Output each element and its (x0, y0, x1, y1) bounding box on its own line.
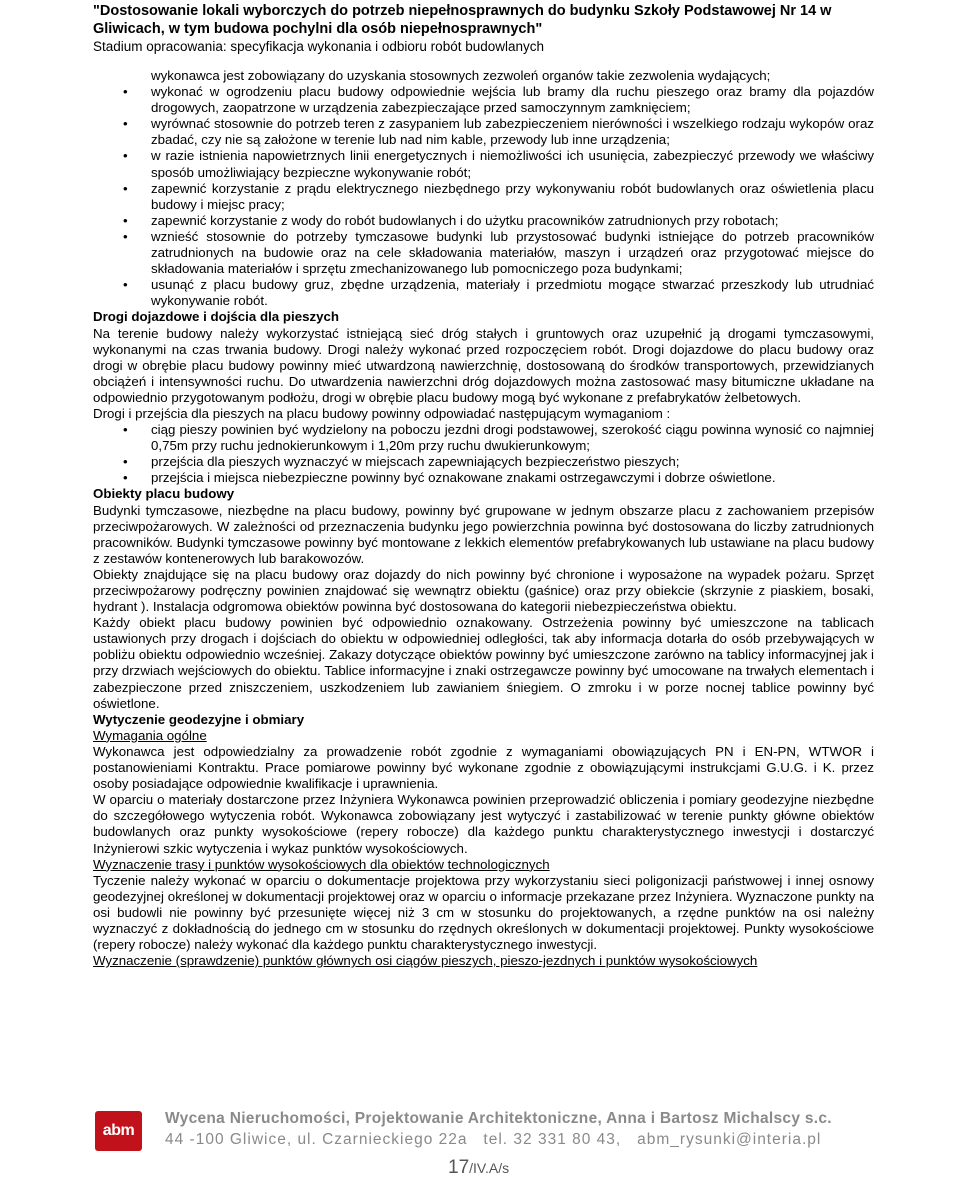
list-item-text: zapewnić korzystanie z wody do robót budowlanych i do użytku pracowników zatrudnionych przy robotach; (151, 212, 779, 228)
list-item (93, 422, 874, 454)
site-objects-paragraph-1: Budynki tymczasowe, niezbędne na placu budowy, powinny być grupowane w jednym obszarze placu z zachowaniem przepisów przeciwpożarowych. W zależności od przeznaczenia budynku jego powierzchnia powinna być dostosowana do liczby zatrudnionych pracowników. Budynki tymczasowe powinny być montowane z lekkich elementów prefabrykowanych lub ustawiane na placu budowy z zestawów kontenerowych lub barakowozów. (93, 502, 874, 566)
page-number-value: 17 (448, 1157, 470, 1178)
subheading-route-marking: Wyznaczenie trasy i punktów wysokościowych dla obiektów technologicznych (93, 856, 550, 872)
bullet-icon: • (123, 180, 128, 196)
subheading-main-points: Wyznaczenie (sprawdzenie) punktów głównych osi ciągów pieszych, pieszo-jezdnych i punktów wysokościowych (93, 953, 758, 969)
document-footer (95, 1107, 877, 1151)
list-item (93, 470, 874, 486)
document-body (93, 68, 874, 969)
bullet-icon: • (123, 277, 128, 293)
subheading-general-requirements: Wymagania ogólne (93, 727, 207, 743)
list-item-text: wznieść stosownie do potrzeby tymczasowe budynki lub przystosować budynki istniejące do potrzeb pracowników zatrudnionych na budowie oraz na cele składowania materiałów, maszyn i urządzeń oraz przygotować miejsce do składowania materiałów i sprzętu zmechanizowanego lub pomocniczego poza budynkami; (151, 228, 874, 277)
site-objects-paragraph-3: Każdy obiekt placu budowy powinien być odpowiednio oznakowany. Ostrzeżenia powinny być umieszczone na tablicach ustawionych przy drogach i dojściach do obiektu w odpowiedniej odległości, tak aby informacja dotarła do osób przebywających w pobliżu obiektu odpowiednio wcześniej. Zakazy dotyczące obiektów powinny być umieszczone zarówno na tablicy informacyjnej jak i przy drzwiach wejściowych do obiektu. Tablice informacyjne i znaki ostrzegawcze powinny być umocowane na trwałych elementach i zabezpieczone przed zniszczeniem, uszkodzeniem lub zawianiem śniegiem. O zmroku i w porze nocnej tablice powinny być oświetlone. (93, 615, 874, 711)
section-heading-surveying: Wytyczenie geodezyjne i obmiary (93, 711, 305, 727)
list-item (93, 454, 874, 470)
surveying-paragraph-1: Wykonawca jest odpowiedzialny za prowadzenie robót zgodnie z wymaganiami obowiązujących PN i EN-PN, WTWOR i postanowieniami Kontraktu. Prace pomiarowe powinny być wykonane zgodnie z obowiązującymi instrukcjami G.U.G. i K. przez osoby posiadające odpowiednie kwalifikacje i uprawnienia. (93, 743, 874, 792)
surveying-paragraph-3: Tyczenie należy wykonać w oparciu o dokumentacje projektowa przy wykorzystaniu sieci poligonizacji państwowej i innej osnowy geodezyjnej określonej w dokumentacji projektowej oraz w oparciu o informacje przekazane przez Inżyniera. Wyznaczone punkty na osi budowli nie powinny być przesunięte więcej niż 3 cm w stosunku do projektowanych, a rzędne punktów na osi należny wyznaczyć z dokładnością do jednego cm w stosunku do rzędnych określonych w dokumentacji projektowej. Punkty wysokościowe (repery robocze) należy wykonać dla każdego punktu charakterystycznego inwestycji. (93, 872, 874, 953)
section-heading-site-objects: Obiekty placu budowy (93, 486, 235, 502)
list-item (93, 181, 874, 213)
list-item-text: wyrównać stosownie do potrzeb teren z zasypaniem lub zabezpieczeniem nierówności i wszelkiego rodzaju wykopów oraz zbadać, czy nie są założone w terenie lub nad nim kable, przewody lub inne urządzenia; (151, 116, 874, 148)
bullet-icon: • (123, 454, 128, 470)
header-title-line-1: "Dostosowanie lokali wyborczych do potrzeb niepełnosprawnych do budynku Szkoły Podstawowej Nr 14 w (93, 3, 832, 19)
document-header (93, 2, 883, 55)
list-item (93, 148, 874, 180)
bullet-icon: • (123, 116, 128, 132)
list-item (93, 116, 874, 148)
header-title-line-2: Gliwicach, w tym budowa pochylni dla osób niepełnosprawnych" (93, 21, 543, 37)
company-logo: abm (95, 1111, 142, 1151)
footer-contact-line (165, 1131, 821, 1149)
list-item-text: przejścia i miejsca niebezpieczne powinny być oznakowane znakami ostrzegawczymi i dobrze oświetlone. (151, 470, 776, 486)
list-item-text: usunąć z placu budowy gruz, zbędne urządzenia, materiały i przedmiotu mogące stwarzać przeszkody lub utrudniać wykonywanie robót. (151, 277, 874, 309)
pedestrian-requirements-list (93, 422, 874, 486)
bullet-icon: • (123, 470, 128, 486)
bullet-icon: • (123, 148, 128, 164)
bullet-icon: • (123, 84, 128, 100)
site-prep-list (93, 68, 874, 309)
list-item-text: wykonać w ogrodzeniu placu budowy odpowiednie wejścia lub bramy dla ruchu pieszego oraz bramy dla pojazdów drogowych, zaopatrzone w urządzenia zabezpieczające przed samoczynnym zamknięciem; (151, 84, 874, 116)
bullet-icon: • (123, 422, 128, 438)
footer-email: abm_rysunki@interia.pl (637, 1131, 822, 1148)
list-item-text: ciąg pieszy powinien być wydzielony na poboczu jezdni drogi podstawowej, szerokość ciągu powinna wynosić co najmniej 0,75m przy ruchu jednokierunkowym i 1,20m przy ruchu dwukierunkowym; (151, 422, 874, 454)
page-number-suffix: /IV.A/s (469, 1160, 510, 1176)
list-item (93, 213, 874, 229)
footer-phone: tel. 32 331 80 43, (483, 1131, 622, 1148)
list-item-text: zapewnić korzystanie z prądu elektrycznego niezbędnego przy wykonywaniu robót budowlanych oraz oświetlenia placu budowy i miejsc pracy; (151, 180, 874, 212)
section-heading-roads: Drogi dojazdowe i dojścia dla pieszych (93, 309, 340, 325)
list-item (93, 229, 874, 277)
list-item-text: wykonawca jest zobowiązany do uzyskania stosownych zezwoleń organów takie zezwolenia wydających; (151, 68, 771, 83)
header-stage-line: Stadium opracowania: specyfikacja wykonania i odbioru robót budowlanych (93, 39, 545, 54)
bullet-icon: • (123, 212, 128, 228)
site-objects-paragraph-2: Obiekty znajdujące się na placu budowy oraz dojazdy do nich powinny być chronione i wyposażone na wypadek pożaru. Sprzęt przeciwpożarowy podręczny powinien znajdować się wewnątrz obiektu (gaśnice) oraz przy obiekcie (skrzynie z piaskiem, bosaki, hydrant ). Instalacja odgromowa obiektów powinna być dostosowana do kategorii niebezpieczeństwa obiektu. (93, 566, 874, 615)
page-number (448, 1157, 509, 1179)
surveying-paragraph-2: W oparciu o materiały dostarczone przez Inżyniera Wykonawca powinien przeprowadzić obliczenia i pomiary geodezyjne niezbędne do szczegółowego wytyczenia robót. Wykonawca zobowiązany jest wytyczyć i zastabilizować w terenie punkty główne obiektów budowlanych oraz punkty wysokościowe (repery robocze) dla każdego punktu charakterystycznego inwestycji i dostarczyć Inżynierowi szkic wytyczenia i wykaz punktów wysokościowych. (93, 792, 874, 856)
roads-paragraph-1: Na terenie budowy należy wykorzystać istniejącą sieć dróg stałych i gruntowych oraz uzupełnić ją drogami tymczasowymi, wykonanymi na czas trwania budowy. Drogi należy wykonać przed rozpoczęciem robót. Drogi dojazdowe do placu budowy oraz drogi w obrębie placu budowy powinny mieć utwardzoną nawierzchnię, dostosowaną do środków transportowych, przewidzianych obciążeń i intensywności ruchu. Do utwardzenia nawierzchni dróg dojazdowych można zastosować masy bitumiczne układane na odpowiednio przygotowanym podłożu, drogi w obrębie placu budowy mogą być wykonane z prefabrykatów żelbetowych. (93, 325, 874, 405)
footer-company-name: Wycena Nieruchomości, Projektowanie Architektoniczne, Anna i Bartosz Michalscy s.c. (165, 1110, 832, 1127)
list-item (93, 277, 874, 309)
bullet-icon: • (123, 228, 128, 244)
footer-address: 44 -100 Gliwice, ul. Czarnieckiego 22a (165, 1131, 468, 1148)
roads-paragraph-2: Drogi i przejścia dla pieszych na placu budowy powinny odpowiadać następującym wymaganiom : (93, 405, 671, 421)
list-item-text: w razie istnienia napowietrznych linii energetycznych i niemożliwości ich usunięcia, zabezpieczyć przewody we właściwy sposób umożliwiający bezpieczne wykonywanie robót; (151, 148, 874, 180)
list-item-text: przejścia dla pieszych wyznaczyć w miejscach zapewniających bezpieczeństwo pieszych; (151, 454, 680, 470)
list-item (93, 68, 874, 84)
list-item (93, 84, 874, 116)
